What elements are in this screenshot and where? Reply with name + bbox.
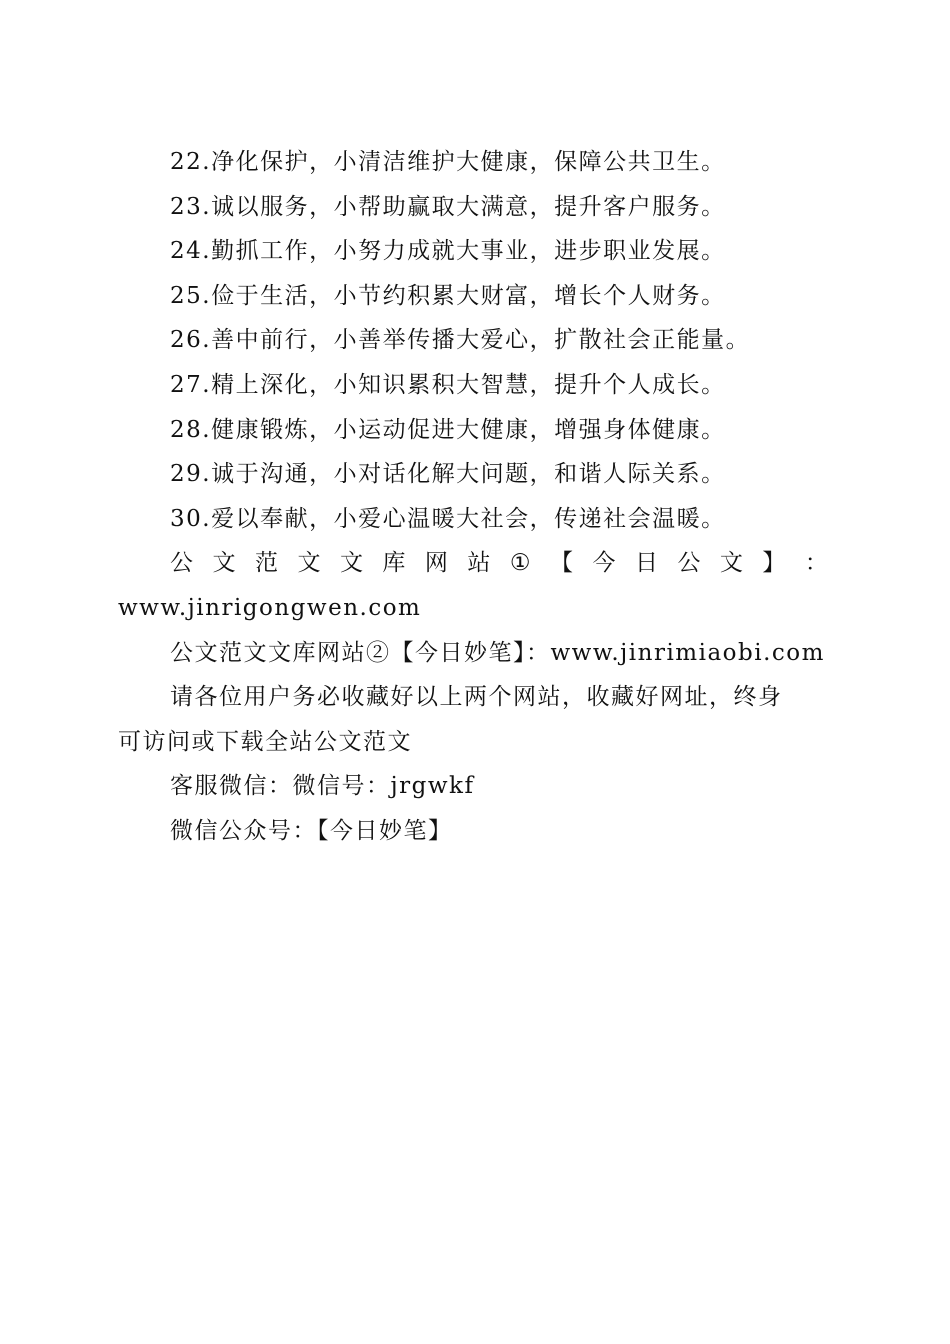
site1-char: 范 <box>254 550 278 577</box>
site1-char: 今 <box>592 550 616 577</box>
list-item-24: 24.勤抓工作，小努力成就大事业，进步职业发展。 <box>170 238 726 265</box>
site1-char: ： <box>804 550 828 577</box>
site1-char: 网 <box>424 550 448 577</box>
site1-char: 站 <box>467 550 491 577</box>
list-item-22: 22.净化保护，小清洁维护大健康，保障公共卫生。 <box>170 149 726 175</box>
list-item-30: 30.爱以奉献，小爱心温暖大社会，传递社会温暖。 <box>170 505 726 532</box>
site2-line[interactable]: 公文范文文库网站②【今日妙笔】：www.jinrimiaobi.com <box>170 639 825 666</box>
notice-line-1: 请各位用户务必收藏好以上两个网站，收藏好网址，终身 <box>170 684 783 711</box>
site1-char: 公 <box>677 550 701 577</box>
site1-char: 日 <box>634 550 658 577</box>
list-item-29: 29.诚于沟通，小对话化解大问题，和谐人际关系。 <box>170 461 726 488</box>
list-item-28: 28.健康锻炼，小运动促进大健康，增强身体健康。 <box>170 416 726 443</box>
list-item-26: 26.善中前行，小善举传播大爱心，扩散社会正能量。 <box>170 327 751 354</box>
list-item-23: 23.诚以服务，小帮助赢取大满意，提升客户服务。 <box>170 193 726 220</box>
site1-char: 文 <box>339 550 363 577</box>
site1-char: ① <box>509 550 531 577</box>
site1-char: 文 <box>297 550 321 577</box>
list-item-27: 27.精上深化，小知识累积大智慧，提升个人成长。 <box>170 371 726 398</box>
site1-char: 库 <box>382 550 406 577</box>
document-body <box>118 140 828 854</box>
site1-char: 】 <box>762 550 786 577</box>
site1-char: 文 <box>212 550 236 577</box>
site1-char: 公 <box>170 550 193 577</box>
list-item-25: 25.俭于生活，小节约积累大财富，增长个人财务。 <box>170 282 726 309</box>
site1-char: 文 <box>719 550 743 577</box>
wechat-service: 客服微信：微信号：jrgwkf <box>170 773 475 800</box>
site1-url[interactable]: www.jinrigongwen.com <box>118 594 422 621</box>
site1-label <box>118 541 828 586</box>
site1-char: 【 <box>549 550 573 577</box>
notice-line-2: 可访问或下载全站公文范文 <box>118 728 412 755</box>
wechat-public-account: 微信公众号：【今日妙笔】 <box>170 817 453 844</box>
